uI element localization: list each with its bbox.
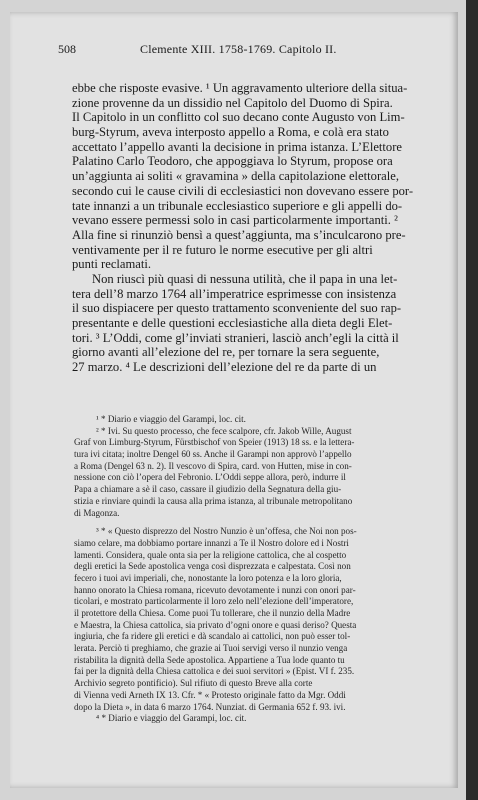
footnote-line: ³ * « Questo disprezzo del Nostro Nunzio è un’offesa, che Noi non pos-: [96, 526, 357, 537]
body-line: punti reclamati.: [72, 257, 152, 272]
body-line: tori. ³ L’Oddi, come gl’inviati stranieri, lasciò anch’egli la città il: [72, 330, 399, 345]
footnote-line: ¹ * Diario e viaggio del Garampi, loc. cit.: [96, 414, 246, 424]
footnote-line: Papa a chiamare a sè il caso, cassare il giudizio della Segnatura della giu-: [74, 484, 342, 495]
footnote-line: di Vienna vedi Arneth IX 13. Cfr. * « Protesto originale fatto da Mgr. Oddi: [74, 689, 346, 700]
footnote-line: ⁴ * Diario e viaggio del Garampi, loc. cit.: [96, 713, 247, 724]
footnote-line: ristabilita la dignità della Sede apostolica. Appartiene a Tua lode quanto tu: [74, 654, 345, 665]
footnote-line: lamenti. Considera, quale onta sia per la religione cattolica, che al cospetto: [74, 549, 347, 560]
body-line: Palatino Carlo Teodoro, che appoggiava lo Styrum, propose ora: [72, 154, 393, 169]
body-line: vevano essere permessi solo in casi particolarmente importanti. ²: [72, 213, 398, 228]
body-line: un’aggiunta ai soliti « gravamina » della capitolazione elettorale,: [72, 169, 399, 184]
running-header: [58, 42, 450, 58]
running-title: Clemente XIII. 1758-1769. Capitolo II.: [140, 42, 337, 56]
body-line: tate innanzi a un tribunale ecclesiastico superiore e gli appelli do-: [72, 198, 403, 213]
footnote-line: fai per la dignità della Chiesa cattolica e dei suoi servitori » (Epist. VI f. 235.: [74, 666, 355, 677]
footnote-line: fecero i tuoi avi imperiali, che, nonostante la loro potenza e la loro gloria,: [74, 572, 342, 583]
footnote-line: degli eretici la Sede apostolica venga così disprezzata e calpestata. Così non: [74, 561, 351, 572]
footnote-line: lerata. Perciò ti preghiamo, che grazie ai Tuoi servigi verso il nunzio venga: [74, 643, 348, 654]
footnote-line: nessione con ciò l’opera del Febronio. L’Oddi seppe allora, però, indurre il: [74, 472, 346, 483]
footnote-line: tura ivi citata; inoltre Dengel 60 ss. Anche il Garampi non approvò l’appello: [74, 449, 352, 460]
body-line: tera dell’8 marzo 1764 all’imperatrice esprimesse con insistenza: [72, 286, 397, 301]
footnote-line: ² * Ivi. Su questo processo, che fece scalpore, cfr. Jakob Wille, August: [96, 425, 352, 436]
body-line: Alla fine si rinunziò bensì a quest’aggiunta, ma s’inculcarono pre-: [72, 227, 406, 242]
body-line: zione provenne da un dissidio nel Capitolo del Duomo di Spira.: [72, 95, 393, 110]
footnote-line: il protettore della Chiesa. Come puoi Tu tollerare, che il nunzio della Madre: [74, 608, 351, 618]
body-line: Non riuscì più quasi di nessuna utilità, che il papa in una let-: [92, 271, 398, 286]
footnote-line: a Roma (Dengel 63 n. 2). Il vescovo di Spira, card. von Hutten, mise in con-: [74, 460, 352, 471]
page-number: 508: [58, 42, 76, 56]
body-line: Il Capitolo in un conflitto col suo decano conte Augusto von Lim-: [72, 110, 405, 125]
body-line: burg-Styrum, aveva interposto appello a Roma, e colà era stato: [72, 125, 389, 140]
footnote-line: Archivio segreto pontificio). Sul rifiuto di questo Breve alla corte: [74, 678, 313, 689]
footnote-line: ticolari, e mostrato particolarmente il loro zelo nell’elezione dell’imperatore,: [74, 596, 354, 607]
body-line: accettato l’appello avanti la decisione in prima istanza. L’Elettore: [72, 139, 402, 154]
footnote-line: Graf von Limburg-Styrum, Fürstbischof von Speier (1913) 18 ss. e la lettera-: [74, 437, 355, 448]
body-line: giorno avanti all’elezione del re, per tornare la sera seguente,: [72, 345, 380, 360]
footnote-line: stizia e rinviare quindi la causa alla prima istanza, al tribunale metropolitano: [74, 495, 353, 506]
footnotes: [74, 414, 450, 725]
footnote-line: dopo la Dieta », in data 6 marzo 1764. Nunziat. di Germania 652 f. 93. ivi.: [74, 701, 346, 712]
book-page: [10, 12, 458, 788]
body-line: il suo dispiacere per questo trattamento sconveniente del suo rap-: [72, 301, 402, 316]
body-line: ebbe che risposte evasive. ¹ Un aggravamento ulteriore della situa-: [72, 81, 408, 95]
footnote-line: di Magonza.: [74, 507, 120, 518]
main-text: [72, 81, 452, 375]
footnote-line: ingiuria, che fa ridere gli eretici e dà scandalo ai cattolici, non può esser tol-: [74, 631, 351, 642]
footnote-line: siamo celare, ma dobbiamo portare innanzi a Te il Nostro dolore ed i Nostri: [74, 537, 349, 548]
book-spine-shadow: [466, 0, 478, 800]
body-line: 27 marzo. ⁴ Le descrizioni dell’elezione del re da parte di un: [72, 360, 377, 375]
body-line: ventivamente per il re futuro le norme esecutive per gli altri: [72, 242, 373, 257]
body-line: secondo cui le cause civili di ecclesiastici non dovevano essere por-: [72, 183, 414, 198]
footnote-line: hanno onorato la Chiesa romana, ricevuto devotamente i nunzi con onori par-: [74, 584, 356, 595]
footnote-line: e Maestra, la Chiesa cattolica, sia privato d’ogni onore e quasi deriso? Questa: [74, 619, 357, 630]
body-line: presentante e delle questioni ecclesiastiche alla dieta degli Elet-: [72, 316, 393, 330]
